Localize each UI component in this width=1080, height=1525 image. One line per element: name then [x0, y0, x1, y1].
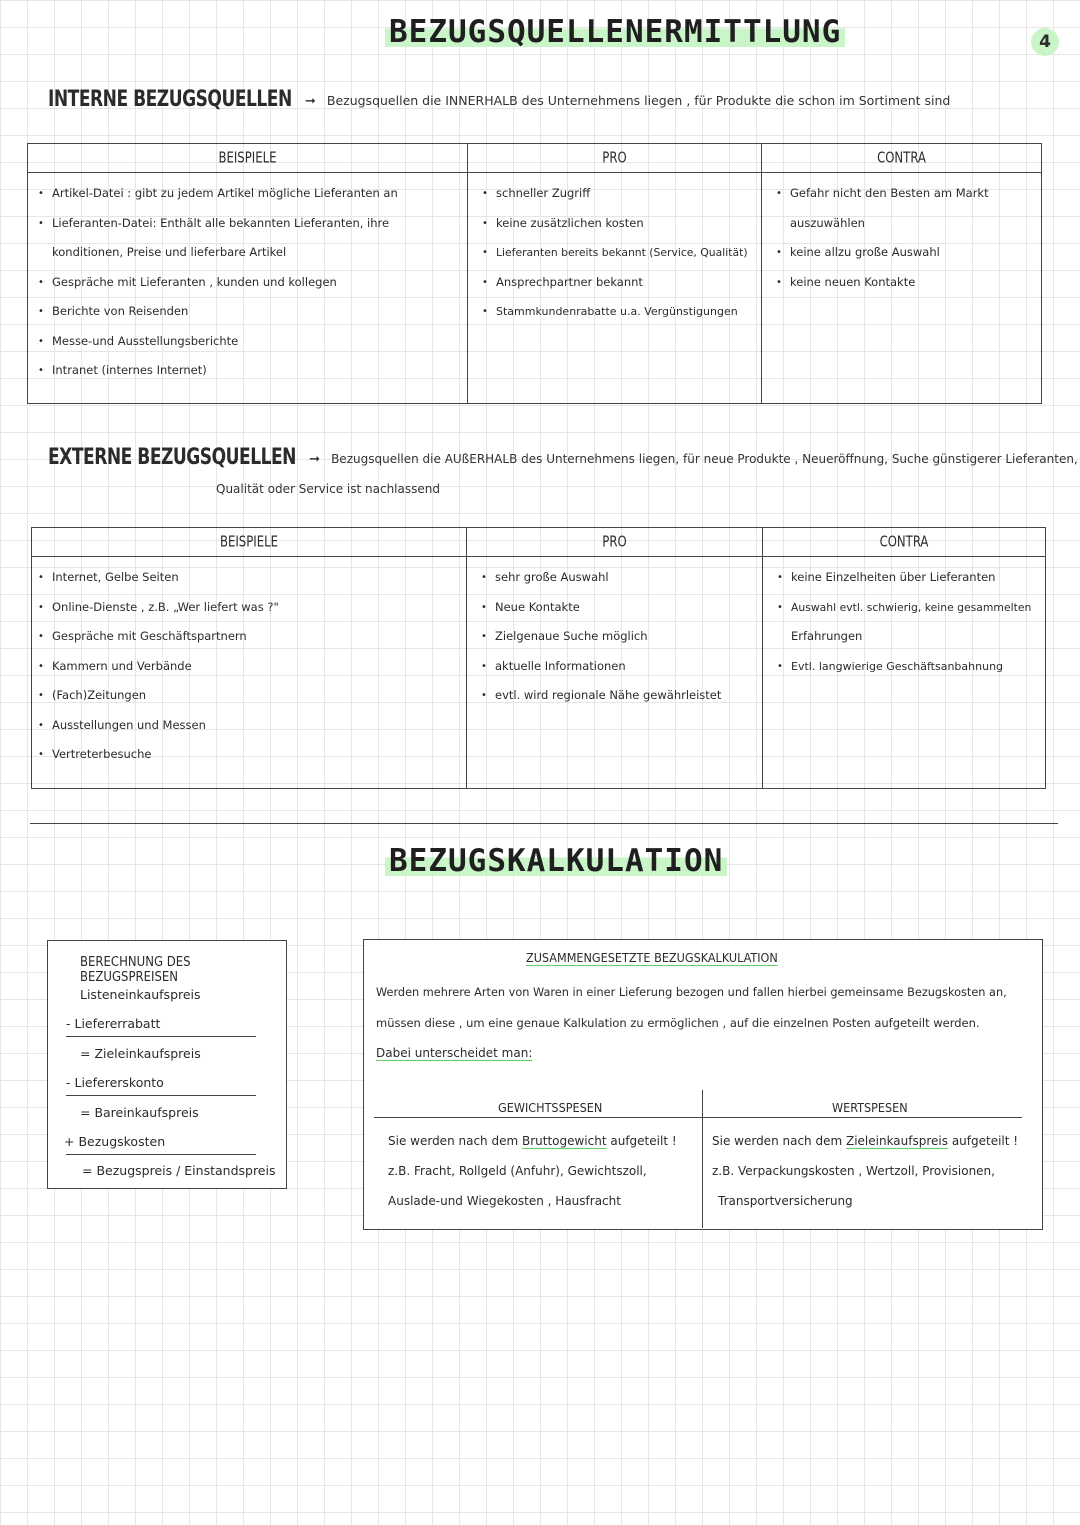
internal-header-examples: BEISPIELE [28, 144, 468, 173]
composite-text-2: müssen diese , um eine genaue Kalkulation zu ermöglichen , auf die einzelnen Posten aufgeteilt werden. [376, 1016, 980, 1030]
internal-heading [48, 88, 950, 110]
external-label: EXTERNE BEZUGSQUELLEN [48, 444, 296, 470]
list-item: • keine zusätzlichen kosten [482, 209, 755, 239]
list-item: konditionen, Preise und lieferbare Artikel [52, 245, 287, 259]
list-item: • (Fach)Zeitungen [38, 681, 460, 711]
list-item: • Evtl. langwierige Geschäftsanbahnung [777, 652, 1039, 682]
page-number: 4 [1031, 28, 1059, 56]
list-item: • Online-Dienste , z.B. „Wer liefert was ?" [38, 593, 460, 623]
subtable-top-line [374, 1117, 1022, 1118]
list-item: • keine neuen Kontakte [776, 268, 1035, 298]
value-costs-title: WERTSPESEN [832, 1100, 908, 1115]
composite-text-1: Werden mehrere Arten von Waren in einer Lieferung bezogen und fallen hierbei gemeinsame Bezugskosten an, [376, 986, 1007, 999]
calc-row: = Zieleinkaufspreis [80, 1046, 201, 1061]
calc-row: + Bezugskosten [64, 1134, 166, 1149]
external-examples-cell [32, 557, 467, 789]
page-title-calculation: BEZUGSKALKULATION [385, 843, 727, 879]
calc-row: = Bareinkaufspreis [80, 1105, 199, 1120]
list-item: • Messe-und Ausstellungsberichte [38, 327, 461, 357]
composite-title: ZUSAMMENGESETZTE BEZUGSKALKULATION [526, 950, 778, 965]
list-item: • aktuelle Informationen [481, 652, 756, 682]
page-title-sourcing: BEZUGSQUELLENERMITTLUNG [385, 14, 845, 50]
external-description-2: Qualität oder Service ist nachlassend [216, 482, 440, 496]
list-item: • Ausstellungen und Messen [38, 711, 460, 741]
list-item: • Kammern und Verbände [38, 652, 460, 682]
list-item: • Lieferanten bereits bekannt (Service, Qualität) [482, 238, 755, 268]
section-divider [30, 823, 1058, 824]
list-item: • Stammkundenrabatte u.a. Vergünstigungen [482, 297, 755, 327]
composite-calculation-box [363, 939, 1043, 1230]
list-item: • Zielgenaue Suche möglich [481, 622, 756, 652]
list-item: • keine Einzelheiten über Lieferanten [777, 563, 1039, 593]
weight-costs-line-2: z.B. Fracht, Rollgeld (Anfuhr), Gewichtszoll, [388, 1164, 647, 1178]
list-item: • Vertreterbesuche [38, 740, 460, 770]
subtable-divider [702, 1090, 703, 1228]
list-item: • Gespräche mit Geschäftspartnern [38, 622, 460, 652]
list-item: • Berichte von Reisenden [38, 297, 461, 327]
internal-table [27, 143, 1042, 404]
internal-pro-cell [468, 173, 762, 404]
list-item: • Artikel-Datei : gibt zu jedem Artikel mögliche Lieferanten an [38, 179, 461, 209]
calculation-box [47, 940, 287, 1189]
external-heading [48, 446, 1078, 468]
list-item: Erfahrungen [791, 629, 863, 643]
calculation-title: BERECHNUNG DES BEZUGSPREISEN [80, 955, 191, 985]
value-costs-line-2: z.B. Verpackungskosten , Wertzoll, Provisionen, [712, 1164, 995, 1178]
internal-description: Bezugsquellen die INNERHALB des Unternehmens liegen , für Produkte die schon im Sortiment sind [326, 93, 951, 108]
internal-label: INTERNE BEZUGSQUELLEN [48, 86, 292, 112]
composite-text-3: Dabei unterscheidet man: [376, 1046, 533, 1060]
external-table [31, 527, 1046, 789]
internal-contra-cell [762, 173, 1042, 404]
internal-header-contra: CONTRA [762, 144, 1042, 173]
list-item: • Neue Kontakte [481, 593, 756, 623]
calc-underline [66, 1095, 256, 1096]
list-item: • Gespräche mit Lieferanten , kunden und kollegen [38, 268, 461, 298]
calc-row: = Bezugspreis / Einstandspreis [82, 1163, 276, 1178]
weight-costs-title: GEWICHTSSPESEN [498, 1100, 603, 1115]
list-item: auszuwählen [790, 215, 865, 230]
weight-costs-line-3: Auslade-und Wiegekosten , Hausfracht [388, 1194, 621, 1208]
external-pro-cell [467, 557, 763, 789]
list-item: • keine allzu große Auswahl [776, 238, 1035, 268]
internal-header-pro: PRO [468, 144, 762, 173]
list-item: • Intranet (internes Internet) [38, 356, 461, 386]
external-header-examples: BEISPIELE [32, 528, 467, 557]
value-costs-line-1: Sie werden nach dem Zieleinkaufspreis aufgeteilt ! [712, 1134, 1019, 1148]
calc-row: - Liefererrabatt [66, 1016, 161, 1031]
arrow-right-icon: ➞ [309, 452, 320, 467]
list-item: • Auswahl evtl. schwierig, keine gesammelten [777, 593, 1039, 623]
list-item: • evtl. wird regionale Nähe gewährleistet [481, 681, 756, 711]
list-item: • Gefahr nicht den Besten am Markt [776, 179, 1035, 209]
external-header-pro: PRO [467, 528, 763, 557]
external-header-contra: CONTRA [763, 528, 1046, 557]
list-item: • schneller Zugriff [482, 179, 755, 209]
list-item: • Ansprechpartner bekannt [482, 268, 755, 298]
list-item: • Internet, Gelbe Seiten [38, 563, 460, 593]
weight-costs-line-1: Sie werden nach dem Bruttogewicht aufgeteilt ! [388, 1134, 677, 1148]
internal-examples-cell [28, 173, 468, 404]
arrow-right-icon: ➞ [304, 94, 316, 109]
value-costs-line-3: Transportversicherung [718, 1194, 853, 1208]
list-item: • Lieferanten-Datei: Enthält alle bekannten Lieferanten, ihre [38, 209, 461, 239]
calc-row: - Liefererskonto [66, 1075, 164, 1090]
external-description-1: Bezugsquellen die AUßERHALB des Unternehmens liegen, für neue Produkte , Neueröffnung, Suche günstigerer Lieferanten, [331, 452, 1078, 466]
calc-row: Listeneinkaufspreis [80, 987, 201, 1002]
external-contra-cell [763, 557, 1046, 789]
list-item: • sehr große Auswahl [481, 563, 756, 593]
calc-underline [66, 1036, 256, 1037]
calc-underline [66, 1154, 256, 1155]
